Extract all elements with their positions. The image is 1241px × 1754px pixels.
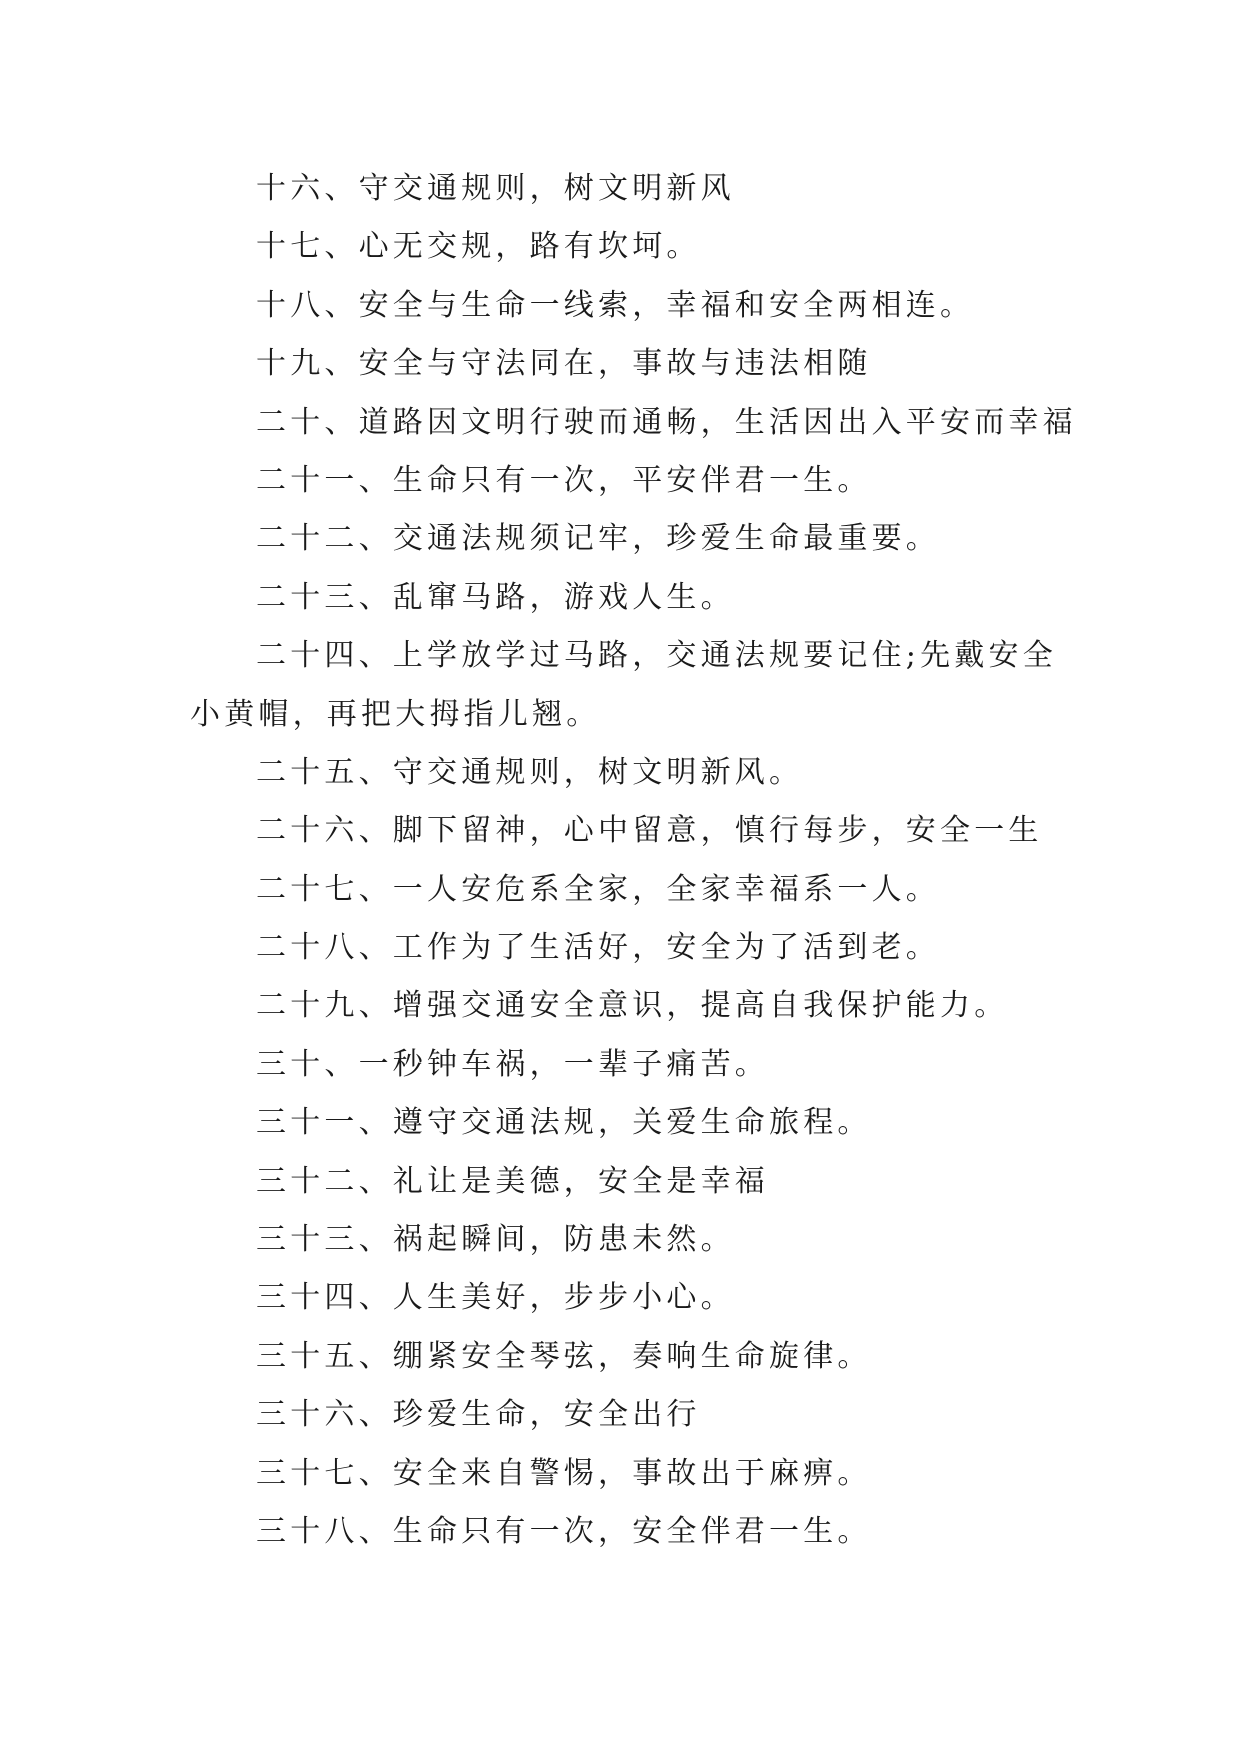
list-item: 十七、心无交规，路有坎坷。 — [256, 229, 701, 265]
list-item: 二十、道路因文明行驶而通畅，生活因出入平安而幸福 — [256, 404, 1077, 440]
list-item: 三十八、生命只有一次，安全伴君一生。 — [256, 1513, 872, 1549]
list-item: 三十一、遵守交通法规，关爱生命旅程。 — [256, 1105, 872, 1141]
slogan-list — [190, 160, 1077, 1561]
list-item: 三十六、珍爱生命，安全出行 — [256, 1397, 701, 1433]
list-item: 十八、安全与生命一线索，幸福和安全两相连。 — [256, 287, 975, 323]
list-item: 十九、安全与守法同在，事故与违法相随 — [256, 346, 872, 382]
list-item: 二十二、交通法规须记牢，珍爱生命最重要。 — [256, 521, 940, 557]
list-item: 二十七、一人安危系全家，全家幸福系一人。 — [256, 871, 940, 907]
list-item: 三十三、祸起瞬间，防患未然。 — [256, 1222, 735, 1258]
list-item: 十六、守交通规则，树文明新风 — [256, 171, 735, 206]
list-item: 二十五、守交通规则，树文明新风。 — [256, 754, 804, 790]
list-item: 三十、一秒钟车祸，一辈子痛苦。 — [256, 1046, 769, 1082]
list-item: 三十二、礼让是美德，安全是幸福 — [256, 1163, 769, 1199]
list-item: 二十三、乱窜马路，游戏人生。 — [256, 579, 735, 615]
list-item: 二十九、增强交通安全意识，提高自我保护能力。 — [256, 988, 1009, 1024]
list-item: 二十四、上学放学过马路，交通法规要记住;先戴安全 — [256, 638, 1057, 674]
list-item-continuation: 小黄帽，再把大拇指儿翘。 — [190, 696, 601, 732]
list-item: 三十七、安全来自警惕，事故出于麻痹。 — [256, 1455, 872, 1491]
list-item: 二十八、工作为了生活好，安全为了活到老。 — [256, 930, 940, 966]
list-item: 三十四、人生美好，步步小心。 — [256, 1280, 735, 1316]
list-item: 三十五、绷紧安全琴弦，奏响生命旋律。 — [256, 1338, 872, 1374]
list-item: 二十六、脚下留神，心中留意，慎行每步，安全一生 — [256, 813, 1043, 849]
list-item: 二十一、生命只有一次，平安伴君一生。 — [256, 462, 872, 498]
